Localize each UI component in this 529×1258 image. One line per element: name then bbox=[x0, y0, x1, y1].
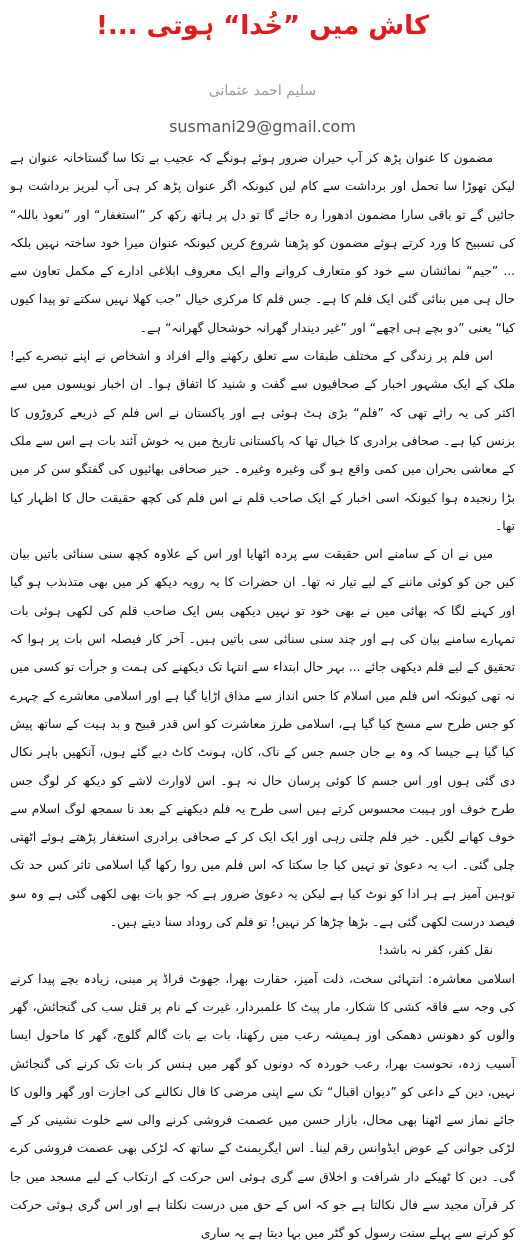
author-email: susmani29@gmail.com bbox=[169, 117, 356, 136]
author-name: سلیم احمد عثمانی bbox=[208, 83, 317, 99]
article-paragraph-quote: نقل کفر، کفر نہ باشد! bbox=[378, 943, 493, 958]
article-paragraph: میں نے ان کے سامنے اس حقیقت سے پردہ اٹھایا اور اس کے علاوہ کچھ سنی سنائی باتیں بیان کیں جن کو کوئی ماننے کے لیے تیار نہ تھا۔ ان حضرات کا یہ رویہ دیکھ کر میں بھی متذبذب ہو گیا اور کہنے لگا کہ بھائی میں نے بھی خود تو نہیں دیکھی بس ایک صاحب قلم کی لکھی ہوئی بات تمہارے سامنے بیان کی ہے اور چند سنی سنائی سی باتیں ہیں۔ آخر کار فیصلہ اس بات پر ہوا کہ تحقیق کے لیے فلم دیکھی جائے ... بہر حال ابتداء سے انتہا تک دیکھنے کی ہمت و جرأت تو کسی میں نہ تھی کیونکہ اس فلم میں اسلام کا جس انداز سے مذاق اڑایا گیا ہے اور اسلامی معاشرے کے چہرے کو جس طرح سے مسخ کیا گیا ہے، اسلامی طرز معاشرت کو اس قدر قبیح و بد ہیت کے ساتھ پیش کیا گیا ہے جیسا کہ وہ بے جان جسم جس کے ناک، کان، ہونٹ کاٹ دیے گئے ہوں، آنکھیں باہر نکال دی گئی ہوں اور اس جسم کا کوئی پرسان حال نہ ہو۔ اس لاوارث لاشے کو دیکھ کر لوگ جس طرح خوف اور ہیبت محسوس کرتے ہیں اسی طرح یہ فلم دیکھنے کے بعد نا سمجھ لوگ اسلام سے خوف کھانے لگیں۔ خیر فلم چلتی رہی اور ایک ایک کر کے صحافی برادری استغفار پڑھتے ہوئے اٹھتی چلی گئی۔ اب یہ دعویٰ تو نہیں کیا جا سکتا کہ اس فلم میں روا رکھا گیا اسلامی تاثر کس حد تک توہین آمیز ہے ہر ادا کو نوٹ کیا ہے لیکن یہ دعویٰ ضرور ہے کہ جو بات بھی لکھی گئی ہے وہ سو فیصد درست لکھی گئی ہے۔ بڑھا چڑھا کر نہیں! تو فلم کی روداد سنا دیتے ہیں۔ bbox=[10, 547, 515, 930]
article-title: کاش میں ”خُدا“ ہوتی ...! bbox=[95, 11, 429, 41]
article-paragraph: مضمون کا عنوان پڑھ کر آپ حیران ضرور ہوئے ہونگے کہ عجیب بے تکا سا گستاخانہ عنوان ہے لیکن تھوڑا سا تحمل اور برداشت سے کام لیں کیونکہ اگر عنوان پڑھ کر ہی آپ لبریز برداشت ہو جائیں گے تو باقی سارا مضمون ادھورا رہ جائے گا تو دل پر ہاتھ رکھ کر ”استغفار“ اور ”نعوذ باللہ“ کی تسبیح کا ورد کرتے ہوئے مضمون کو پڑھنا شروع کریں کیونکہ عنوان میرا خود ساختہ نہیں بلکہ ... ”جیم“ نمائشان سے خود کو متعارف کروانے والے ایک معروف ابلاغی ادارے کے مکمل تعاون سے حال ہی میں بنائی گئی ایک فلم کا ہے۔ جس فلم کا مرکزی خیال ”جب کھلا نہیں سکتے تو پیدا کیوں کیا“ یعنی ”دو بچے ہی اچھے“ اور ”غیر دیندار گھرانہ خوشحال گھرانہ“ ہے۔ bbox=[10, 151, 515, 335]
article-paragraph: اس فلم پر زندگی کے مختلف طبقات سے تعلق رکھنے والے افراد و اشخاص نے اپنے تبصرے کیے! ملک کے ایک مشہور اخبار کے صحافیوں سے گفت و شنید کا اتفاق ہوا۔ ان اخبار نویسوں میں سے اکثر کی یہ رائے تھی کہ ”فلم“ بڑی ہٹ ہوئی ہے اور پاکستان نے اس فلم کے ذریعے کروڑوں کا بزنس کیا ہے۔ صحافی برادری کا خیال تھا کہ پاکستانی تاریخ میں یہ خوش آئند بات ہے اس سے ملک کے معاشی بحران میں کمی واقع ہو گی وغیرہ وغیرہ۔ خیر صحافی بھائیوں کی گفتگو سن کر میں بڑا رنجیدہ ہوا کیونکہ اسی اخبار کے ایک صاحب قلم نے اس فلم کی کچھ حقیقت حال کا اظہار کیا تھا۔ bbox=[10, 349, 515, 533]
article-body bbox=[10, 144, 515, 1248]
article-paragraph: اسلامی معاشرہ: انتہائی سخت، ذلت آمیز، حقارت بھرا، جھوٹ فراڈ پر مبنی، زیادہ بچے پیدا کرنے کی وجہ سے فاقہ کشی کا شکار، مار پیٹ کا علمبردار، غیرت کے نام پر قتل سب کی گنجائش، گھر والوں کو دھونس دھمکی اور ہمیشہ رعب میں رکھنا، بات بے بات گالم گلوچ، گھر کا ماحول ایسا آسیب زدہ، نحوست بھرا، رعب خوردہ کہ دونوں کو گھر میں ہنس کر بات تک کرنے کی گنجائش نہیں، دین کے داعی کو ”دیوان اقبال“ تک سے اپنی مرضی کا فال نکالنے کی اجازت اور گھر والوں کا جائے نماز سے اٹھنا بھی محال، بازار حسن میں عصمت فروشی کرنے والی سے خلوت نشینی کر کے لڑکی جوانی کے عوض ایڈوانس رقم لینا۔ اس ایگریمنٹ کے ساتھ کہ لڑکی بھی عصمت فروشی کرے گی۔ دین کا ٹھیکے دار شرافت و اخلاق سے گری ہوئی اس حرکت کے ارتکاب کے لیے مسجد میں جا کر قرآن مجید سے فال نکالتا ہے جو کہ اس کے حق میں درست نکلتا ہے اور اس گری ہوئی حرکت کو کرنے سے پہلے سنت رسول کو گٹر میں بہا دیتا ہے یہ ساری bbox=[10, 971, 515, 1241]
